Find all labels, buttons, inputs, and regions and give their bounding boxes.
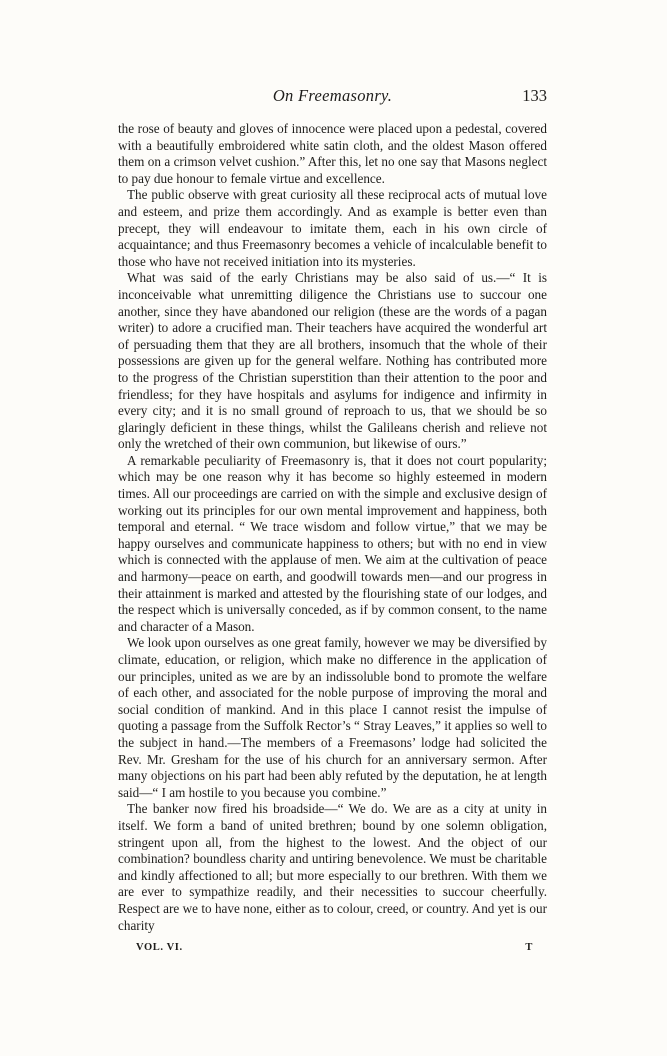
running-title: On Freemasonry. xyxy=(272,86,393,105)
paragraph: A remarkable peculiarity of Freemasonry is, that it does not court popularity; which may be one reason why it has become so highly esteemed in modern times. All our proceedings are carried on with the simple and exclusive design of working out its principles for our own mental improvement and happiness, both temporal and eternal. “ We trace wisdom and follow virtue,” that we may be happy ourselves and communicate happiness to others; but with no end in view which is connected with the applause of men. We aim at the cultivation of peace and harmony—peace on earth, and goodwill towards men—and our progress in their attainment is marked and attested by the flourishing state of our lodges, and the respect which is universally conceded, as if by common consent, to the name and character of a Mason. xyxy=(118,452,547,634)
paragraph: the rose of beauty and gloves of innocence were placed upon a pedestal, covered with a beautifully embroidered white satin cloth, and the oldest Mason offered them on a crimson velvet cushion.” After this, let no one say that Masons neglect to pay due honour to female virtue and excellence. xyxy=(118,121,547,186)
volume-label: VOL. VI. xyxy=(136,942,183,953)
body-text xyxy=(118,121,547,934)
page-footer xyxy=(136,942,533,958)
paragraph: We look upon ourselves as one great family, however we may be diversified by climate, education, or religion, which make no difference in the application of our principles, united as we are by an indissoluble bond to promote the welfare of each other, and associated for the noble purpose of improving the moral and social condition of mankind. And in this place I cannot resist the impulse of quoting a passage from the Suffolk Rector’s “ Stray Leaves,” it applies so well to the subject in hand.—The members of a Freemasons’ lodge had solicited the Rev. Mr. Gresham for the use of his church for an anniversary sermon. After many objections on his part had been ably refuted by the deputation, he at length said—“ I am hostile to you because you combine.” xyxy=(118,635,547,800)
paragraph: The banker now fired his broadside—“ We do. We are as a city at unity in itself. We form a band of united brethren; bound by one solemn obligation, stringent upon all, from the highest to the lowest. And the object of our combination? boundless charity and untiring benevolence. We must be charitable and kindly affectioned to all; but more especially to our brethren. With them we are ever to sympathize readily, and their necessities to succour cheerfully. Respect are we to have none, either as to colour, creed, or country. And yet is our charity xyxy=(118,801,547,933)
page-header xyxy=(118,86,547,108)
signature-mark: T xyxy=(525,942,533,953)
page-number: 133 xyxy=(522,86,547,105)
paragraph: The public observe with great curiosity all these reciprocal acts of mutual love and esteem, and prize them accordingly. And as example is better even than precept, they will endeavour to imitate them, each in his own circle of acquaintance; and thus Freemasonry becomes a vehicle of incalculable benefit to those who have not received initiation into its mysteries. xyxy=(118,187,547,269)
paragraph: What was said of the early Christians may be also said of us.—“ It is inconceivable what unremitting diligence the Christians use to succour one another, since they have abandoned our religion (these are the words of a pagan writer) to adore a crucified man. Their teachers have acquired the wonderful art of persuading them that they are all brothers, insomuch that the whole of their possessions are given up for the general welfare. Nothing has contributed more to the progress of the Christian superstition than their attention to the poor and friendless; for they have hospitals and asylums for indigence and infirmity in every city; and it is no small ground of reproach to us, that we should be so glaringly deficient in these things, whilst the Galileans cherish and relieve not only the wretched of their own communion, but likewise of ours.” xyxy=(118,270,547,452)
